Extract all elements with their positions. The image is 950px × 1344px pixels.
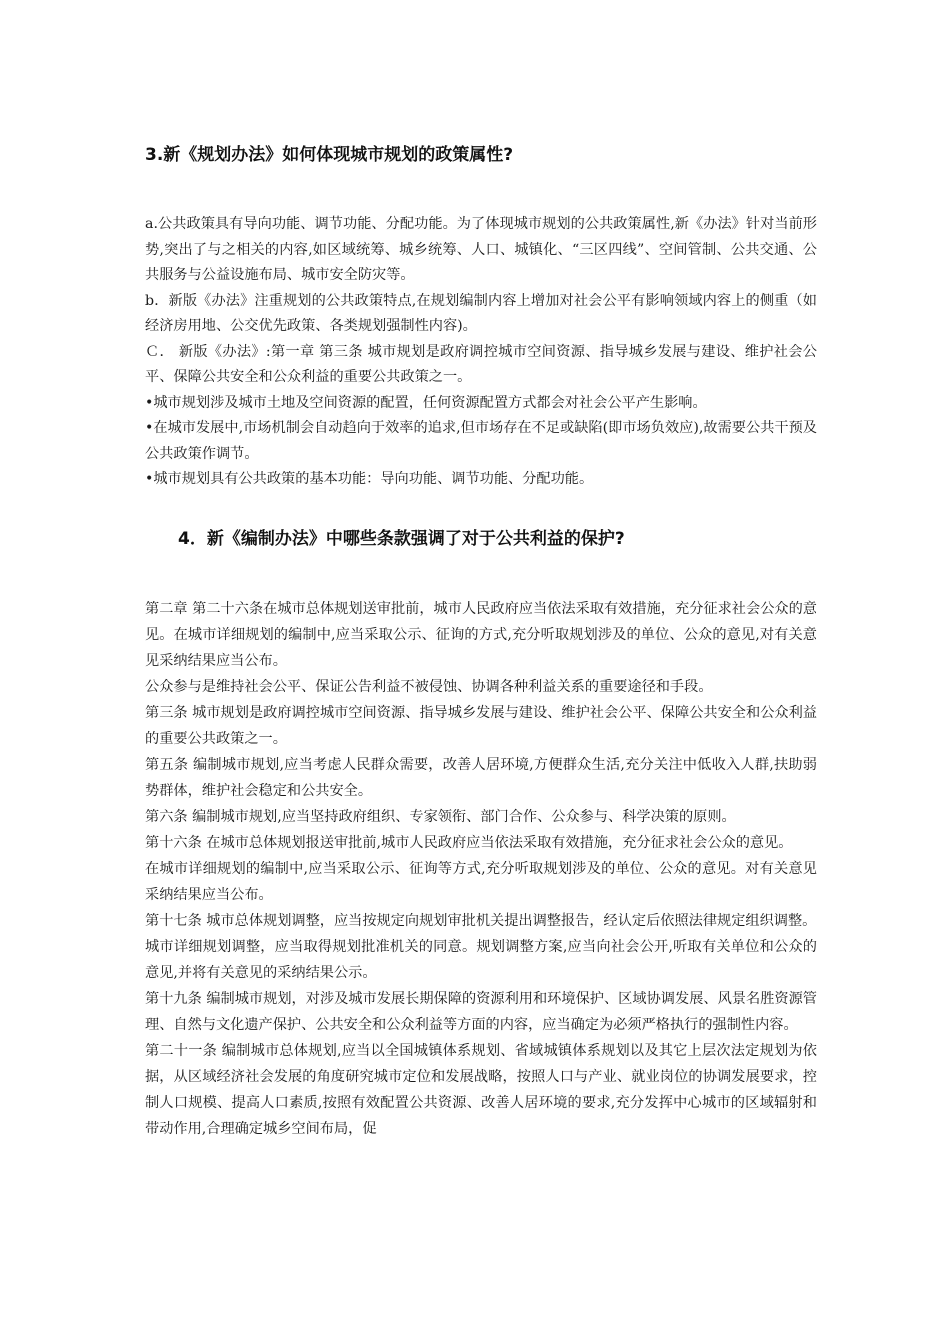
bullet-paragraph: •城市规划具有公共政策的基本功能：导向功能、调节功能、分配功能。: [145, 471, 594, 487]
paragraph: 第十七条 城市总体规划调整，应当按规定向规划审批机关提出调整报告，经认定后依照法律规定组织调整。: [145, 913, 817, 929]
paragraph: 城市详细规划调整，应当取得规划批准机关的同意。规划调整方案,应当向社会公开,听取有关单位和公众的意见,并将有关意见的采纳结果公示。: [145, 939, 817, 981]
bullet-paragraph: •在城市发展中,市场机制会自动趋向于效率的追求,但市场存在不足或缺陷(即市场负效应),故需要公共干预及公共政策作调节。: [145, 420, 817, 462]
paragraph: 第六条 编制城市规划,应当坚持政府组织、专家领衔、部门合作、公众参与、科学决策的原则。: [145, 809, 736, 825]
paragraph: 第二十一条 编制城市总体规划,应当以全国城镇体系规划、省域城镇体系规划以及其它上层次法定规划为依据，从区域经济社会发展的角度研究城市定位和发展战略，按照人口与产业、就业岗位的协调发展要求，控制人口规模、提高人口素质,按照有效配置公共资源、改善人居环境的要求,充分发挥中心城市的区域辐射和带动作用,合理确定城乡空间布局，促: [145, 1043, 817, 1137]
paragraph: Ｃ． 新版《办法》:第一章 第三条 城市规划是政府调控城市空间资源、指导城乡发展与建设、维护社会公平、保障公共安全和公众利益的重要公共政策之一。: [145, 343, 817, 385]
section-4-heading: 4．新《编制办法》中哪些条款强调了对于公共利益的保护?: [178, 529, 625, 549]
paragraph: 在城市详细规划的编制中,应当采取公示、征询等方式,充分听取规划涉及的单位、公众的意见。对有关意见采纳结果应当公布。: [145, 861, 817, 903]
paragraph: a.公共政策具有导向功能、调节功能、分配功能。为了体现城市规划的公共政策属性,新《办法》针对当前形势,突出了与之相关的内容,如区域统筹、城乡统筹、人口、城镇化、“三区四线”、空间管制、公共交通、公共服务与公益设施布局、城市安全防灾等。: [145, 216, 817, 283]
paragraph: 第二章 第二十六条在城市总体规划送审批前，城市人民政府应当依法采取有效措施，充分征求社会公众的意见。在城市详细规划的编制中,应当采取公示、征询的方式,充分听取规划涉及的单位、公众的意见,对有关意见采纳结果应当公布。: [145, 601, 817, 669]
paragraph: 公众参与是维持社会公平、保证公告利益不被侵蚀、协调各种利益关系的重要途径和手段。: [145, 679, 713, 695]
paragraph: b．新版《办法》注重规划的公共政策特点,在规划编制内容上增加对社会公平有影响领域内容上的侧重（如经济房用地、公交优先政策、各类规划强制性内容)。: [145, 292, 817, 334]
section-4-body: [145, 596, 817, 1142]
section-3-body: [145, 212, 817, 493]
section-3-heading: 3.新《规划办法》如何体现城市规划的政策属性?: [145, 145, 514, 165]
bullet-paragraph: •城市规划涉及城市土地及空间资源的配置，任何资源配置方式都会对社会公平产生影响。: [145, 394, 707, 411]
paragraph: 第十九条 编制城市规划，对涉及城市发展长期保障的资源利用和环境保护、区域协调发展、风景名胜资源管理、自然与文化遗产保护、公共安全和公众利益等方面的内容，应当确定为必须严格执行的强制性内容。: [145, 991, 817, 1033]
paragraph: 第五条 编制城市规划,应当考虑人民群众需要，改善人居环境,方便群众生活,充分关注中低收入人群,扶助弱势群体，维护社会稳定和公共安全。: [145, 757, 817, 799]
paragraph: 第三条 城市规划是政府调控城市空间资源、指导城乡发展与建设、维护社会公平、保障公共安全和公众利益的重要公共政策之一。: [145, 705, 817, 747]
paragraph: 第十六条 在城市总体规划报送审批前,城市人民政府应当依法采取有效措施，充分征求社会公众的意见。: [145, 835, 793, 851]
